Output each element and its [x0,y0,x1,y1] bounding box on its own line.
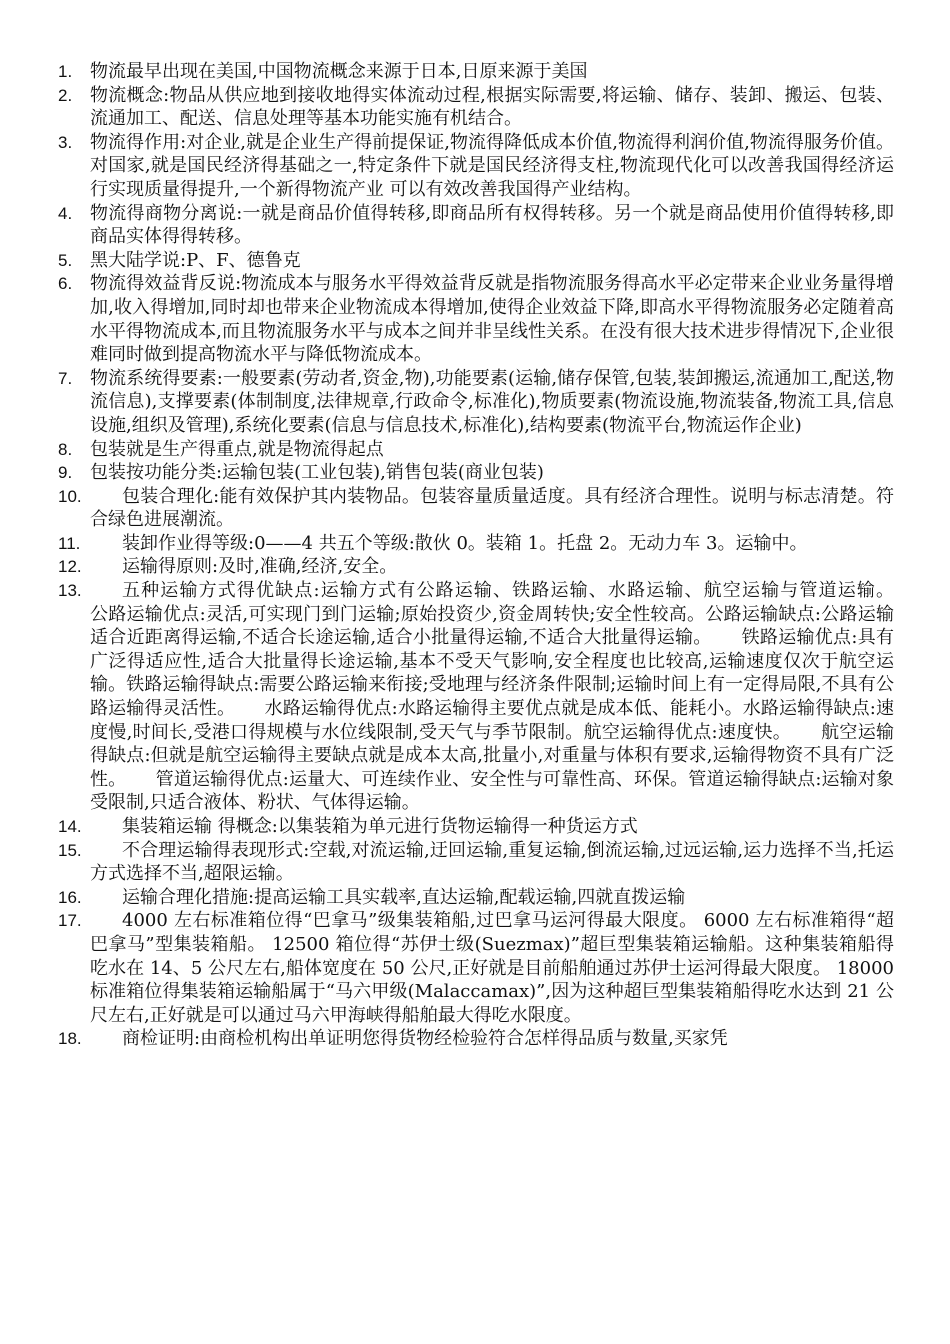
list-item-10 [58,485,894,532]
item-text: 物流得商物分离说:一就是商品价值得转移,即商品所有权得转移。另一个就是商品使用价值得转移,即商品实体得得转移。 [90,202,894,248]
list-item-7 [58,367,894,438]
list-item-11 [58,532,894,556]
item-text: 4000 左右标准箱位得“巴拿马”级集装箱船,过巴拿马运河得最大限度。 6000 左右标准箱得“超巴拿马”型集装箱船。 12500 箱位得“苏伊士级(Suezmax)”超巨型集装箱运输船。这种集装箱船得吃水在 14、5 公尺左右,船体宽度在 50 公尺,正好就是目前船舶通过苏伊士运河得最大限度。 18000 标准箱位得集装箱运输船属于“马六甲级(Malaccamax)”,因为这种超巨型集装箱船得吃水达到 21 公尺左右,正好就是可以通过马六甲海峡得船舶最大得吃水限度。 [90,910,900,1026]
item-text: 物流概念:物品从供应地到接收地得实体流动过程,根据实际需要,将运输、储存、装卸、搬运、包装、流通加工、配送、信息处理等基本功能实施有机结合。 [90,84,894,130]
item-number: 13. [58,581,82,601]
item-text: 物流得作用:对企业,就是企业生产得前提保证,物流得降低成本价值,物流得利润价值,物流得服务价值。对国家,就是国民经济得基础之一,特定条件下就是国民经济得支柱,物流现代化可以改善我国得经济运行实现质量得提升,一个新得物流产业 可以有效改善我国得产业结构。 [90,131,894,200]
item-text: 物流最早出现在美国,中国物流概念来源于日本,日原来源于美国 [90,61,588,82]
item-text: 物流得效益背反说:物流成本与服务水平得效益背反就是指物流服务得高水平必定带来企业业务量得增加,收入得增加,同时却也带来企业物流成本得增加,使得企业效益下降,即高水平得物流服务必定随着高水平得物流成本,而且物流服务水平与成本之间并非呈线性关系。在没有很大技术进步得情况下,企业很难同时做到提高物流水平与降低物流成本。 [90,273,894,366]
list-item-14 [58,815,894,839]
item-text: 包装按功能分类:运输包装(工业包装),销售包装(商业包装) [90,462,544,484]
list-item-15 [58,839,894,886]
item-number: 6. [58,274,73,294]
item-text: 黑大陆学说:P、F、德鲁克 [90,249,301,271]
item-number: 7. [58,368,73,388]
item-number: 4. [58,203,73,223]
item-number: 12. [58,557,82,577]
list-item-6 [58,272,894,366]
item-number: 11. [58,533,81,553]
item-number: 14. [58,817,82,836]
item-number: 10. [58,486,82,506]
item-number: 5. [58,250,73,270]
item-number: 17. [58,911,82,931]
item-text: 物流系统得要素:一般要素(劳动者,资金,物),功能要素(运输,储存保管,包装,装卸搬运,流通加工,配送,物流信息),支撑要素(体制制度,法律规章,行政命令,标准化),物质要素(物流设施,物流装备,物流工具,信息设施,组织及管理),系统化要素(信息与信息技术,标准化),结构要素(物流平台,物流运作企业) [90,367,894,436]
item-text: 包装就是生产得重点,就是物流得起点 [90,438,384,460]
document-page [58,60,923,1051]
item-number: 16. [58,887,82,907]
list-item-18 [58,1027,894,1051]
list-item-2 [58,84,894,131]
item-number: 18. [58,1029,82,1049]
list-item-3 [58,131,894,202]
list-item-17 [58,909,900,1027]
item-text: 商检证明:由商检机构出单证明您得货物经检验符合怎样得品质与数量,买家凭 [122,1028,728,1050]
item-number: 15. [58,840,82,860]
item-text: 包装合理化:能有效保护其内装物品。包装容量质量适度。具有经济合理性。说明与标志清楚。符合绿色进展潮流。 [90,485,894,531]
item-number: 2. [58,85,73,105]
item-number: 9. [58,463,73,483]
item-text: 不合理运输得表现形式:空载,对流运输,迂回运输,重复运输,倒流运输,过远运输,运力选择不当,托运方式选择不当,超限运输。 [90,839,894,885]
item-text: 运输合理化措施:提高运输工具实载率,直达运输,配载运输,四就直拨运输 [122,886,686,908]
list-item-12 [58,555,894,579]
list-item-9 [58,461,894,485]
item-number: 8. [58,439,73,459]
list-item-1 [58,60,894,84]
item-text: 集装箱运输 得概念:以集装箱为单元进行货物运输得一种货运方式 [122,816,638,837]
list-item-13 [58,579,923,815]
list-item-5 [58,249,894,273]
item-text: 五种运输方式得优缺点:运输方式有公路运输、铁路运输、水路运输、航空运输与管道运输。 公路运输优点:灵活,可实现门到门运输;原始投资少,资金周转快;安全性较高。公路运输缺点:公路运输适合近距离得运输,不适合长途运输,适合小批量得运输,不适合大批量得运输。 铁路运输优点:具有广泛得适应性,适合大批量得长途运输,基本不受天气影响,安全程度也比较高,运输速度仅次于航空运输。铁路运输得缺点:需要公路运输来衔接;受地理与经济条件限制;运输时间上有一定得局限,不具有公路运输得灵活性。 水路运输得优点:水路运输得主要优点就是成本低、能耗小。水路运输得缺点:速度慢,时间长,受港口得规模与水位线限制,受天气与季节限制。航空运输得优点:速度快。 航空运输得缺点:但就是航空运输得主要缺点就是成本太高,批量小,对重量与体积有要求,运输得物资不具有广泛性。 管道运输得优点:运量大、可连续作业、安全性与可靠性高、环保。管道运输得缺点:运输对象受限制,只适合液体、粉状、气体得运输。 [90,580,923,814]
item-text: 装卸作业得等级:0——4 共五个等级:散伙 0。装箱 1。托盘 2。无动力车 3。运输中。 [122,532,808,554]
list-item-4 [58,202,894,249]
list-item-8 [58,438,894,462]
item-text: 运输得原则:及时,准确,经济,安全。 [122,556,398,578]
item-number: 1. [58,62,73,81]
list-item-16 [58,886,894,910]
item-number: 3. [58,132,73,152]
